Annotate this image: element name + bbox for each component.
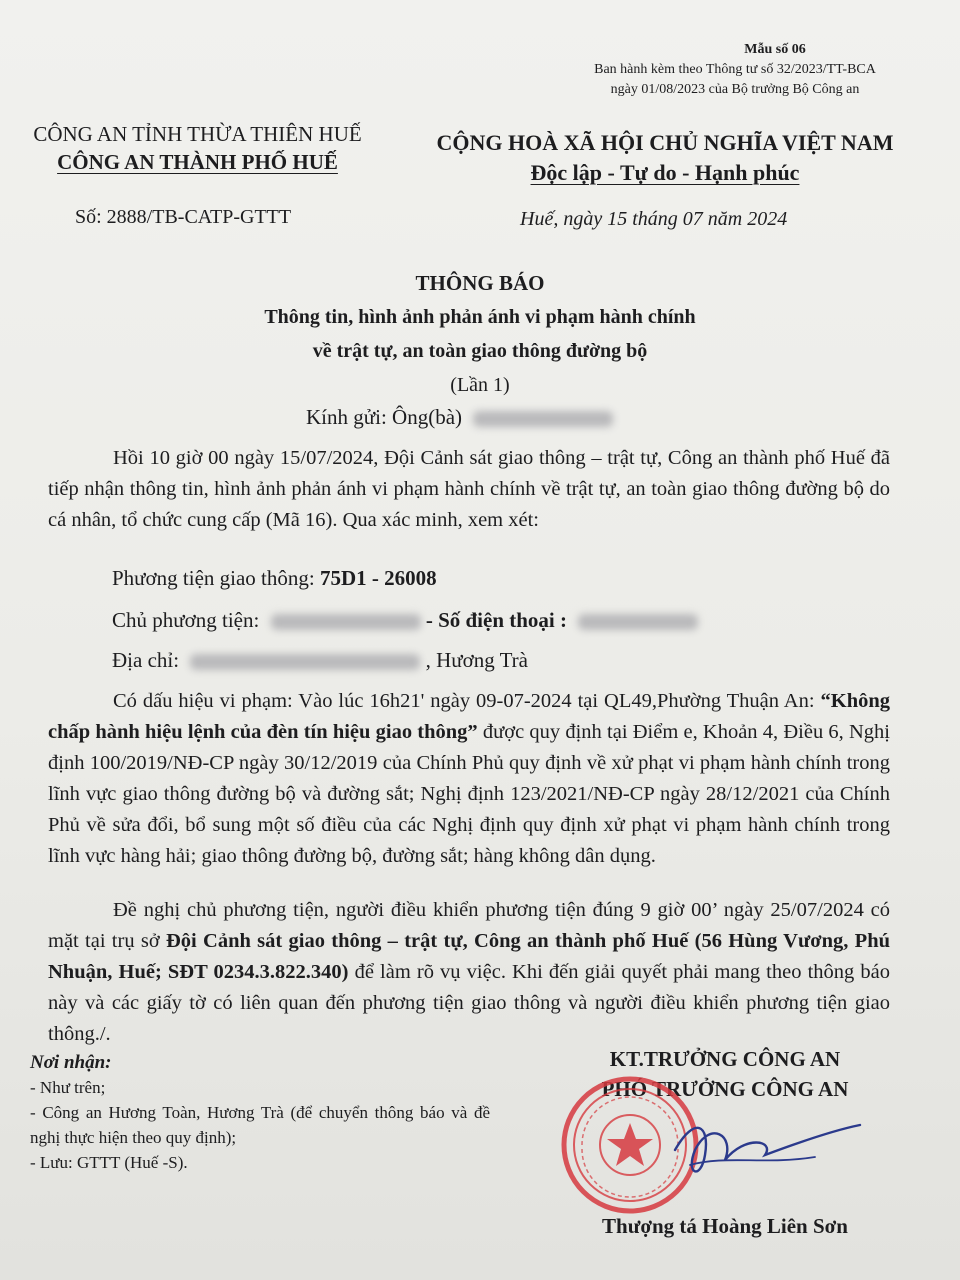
- document-number: Số: 2888/TB-CATP-GTTT: [75, 206, 292, 228]
- agency-header: [10, 120, 385, 176]
- notice-title: [120, 266, 840, 402]
- intro-paragraph: Hồi 10 giờ 00 ngày 15/07/2024, Đội Cảnh sát giao thông – trật tự, Công an thành phố Huế đã tiếp nhận thông tin, hình ảnh phản ánh vi phạm hành chính về trật tự, an toàn giao thông đường bộ do cá nhân, tổ chức cung cấp (Mã 16). Qua xác minh, xem xét:: [48, 447, 890, 531]
- request-rest: để làm rõ vụ việc. Khi đến giải quyết phải mang theo thông báo này và các giấy tờ có liên quan đến phương tiện giao thông và người điều khiển phương tiện giao thông./.: [48, 961, 890, 1045]
- recipients-block: [30, 1050, 500, 1175]
- national-header: [420, 128, 910, 188]
- signature-icon: [655, 1095, 865, 1205]
- signer-name: Thượng tá Hoàng Liên Sơn: [602, 1214, 848, 1238]
- violation-offense: “Không chấp hành hiệu lệnh của đèn tín hiệu giao thông”: [48, 690, 890, 743]
- address-line: [112, 648, 528, 673]
- redacted-address: [190, 654, 420, 670]
- title-sub1: Thông tin, hình ảnh phản ánh vi phạm hành chính: [264, 306, 696, 328]
- violation-rest: được quy định tại Điểm e, Khoản 4, Điều 6, Nghị định 100/2019/NĐ-CP ngày 30/12/2019 của Chính Phủ quy định về xử phạt vi phạm hành chính trong lĩnh vực giao thông đường bộ và đường sắt; Nghị định 123/2021/NĐ-CP ngày 28/12/2021 của Chính Phủ về sửa đổi, bổ sung một số điều của các Nghị định quy định xử phạt vi phạm hành chính trong lĩnh vực hàng hải; giao thông đường bộ, đường sắt; hàng không dân dụng.: [48, 721, 890, 867]
- phone-label: - Số điện thoại :: [425, 608, 568, 632]
- title-round: (Lần 1): [450, 374, 510, 396]
- redacted-name: [473, 411, 613, 427]
- recipient-item: - Lưu: GTTT (Huế -S).: [30, 1153, 188, 1172]
- request-paragraph: [48, 895, 890, 1050]
- title-main: THÔNG BÁO: [415, 271, 545, 295]
- sign-line1: KT.TRƯỞNG CÔNG AN: [609, 1047, 841, 1071]
- form-issued-line1: Ban hành kèm theo Thông tư số 32/2023/TT-BCA: [594, 62, 876, 77]
- sign-line2: PHÓ TRƯỞNG CÔNG AN: [601, 1077, 849, 1101]
- violation-paragraph: [48, 686, 890, 872]
- address-label: Địa chỉ:: [112, 648, 180, 672]
- form-issued-line2: ngày 01/08/2023 của Bộ trưởng Bộ Công an: [610, 82, 860, 97]
- vehicle-label: Phương tiện giao thông:: [112, 566, 315, 590]
- agency-name: CÔNG AN THÀNH PHỐ HUẾ: [57, 150, 338, 174]
- owner-line: [112, 608, 698, 633]
- vehicle-plate: 75D1 - 26008: [319, 566, 437, 590]
- owner-label: Chủ phương tiện:: [112, 608, 260, 632]
- nation-name: CỘNG HOÀ XÃ HỘI CHỦ NGHĨA VIỆT NAM: [436, 130, 894, 155]
- recipient-item: - Như trên;: [30, 1078, 106, 1097]
- form-number: Mẫu số 06: [744, 42, 806, 57]
- agency-parent: CÔNG AN TỈNH THỪA THIÊN HUẾ: [33, 122, 362, 146]
- vehicle-line: [112, 566, 437, 591]
- salutation: [306, 405, 613, 430]
- request-lead: Đề nghị chủ phương tiện, người điều khiển phương tiện đúng 9 giờ 00’ ngày 25/07/2024 có mặt tại trụ sở: [48, 899, 890, 952]
- form-reference: [555, 40, 915, 100]
- recipients-heading: Nơi nhận:: [30, 1052, 112, 1073]
- place-date: Huế, ngày 15 tháng 07 năm 2024: [520, 208, 788, 230]
- request-office: Đội Cảnh sát giao thông – trật tự, Công an thành phố Huế (56 Hùng Vương, Phú Nhuận, Huế; SĐT 0234.3.822.340): [48, 930, 890, 983]
- violation-lead: Có dấu hiệu vi phạm: Vào lúc 16h21' ngày 09-07-2024 tại QL49,Phường Thuận An:: [113, 690, 821, 712]
- redacted-owner: [271, 614, 421, 630]
- address-suffix: , Hương Trà: [425, 648, 528, 672]
- redacted-phone: [578, 614, 698, 630]
- title-sub2: về trật tự, an toàn giao thông đường bộ: [312, 340, 648, 362]
- recipient-item: - Công an Hương Toàn, Hương Trà (để chuyển thông báo và đề nghị thực hiện theo quy định);: [30, 1103, 490, 1147]
- nation-motto: Độc lập - Tự do - Hạnh phúc: [530, 160, 800, 185]
- salutation-text: Kính gửi: Ông(bà): [306, 405, 463, 429]
